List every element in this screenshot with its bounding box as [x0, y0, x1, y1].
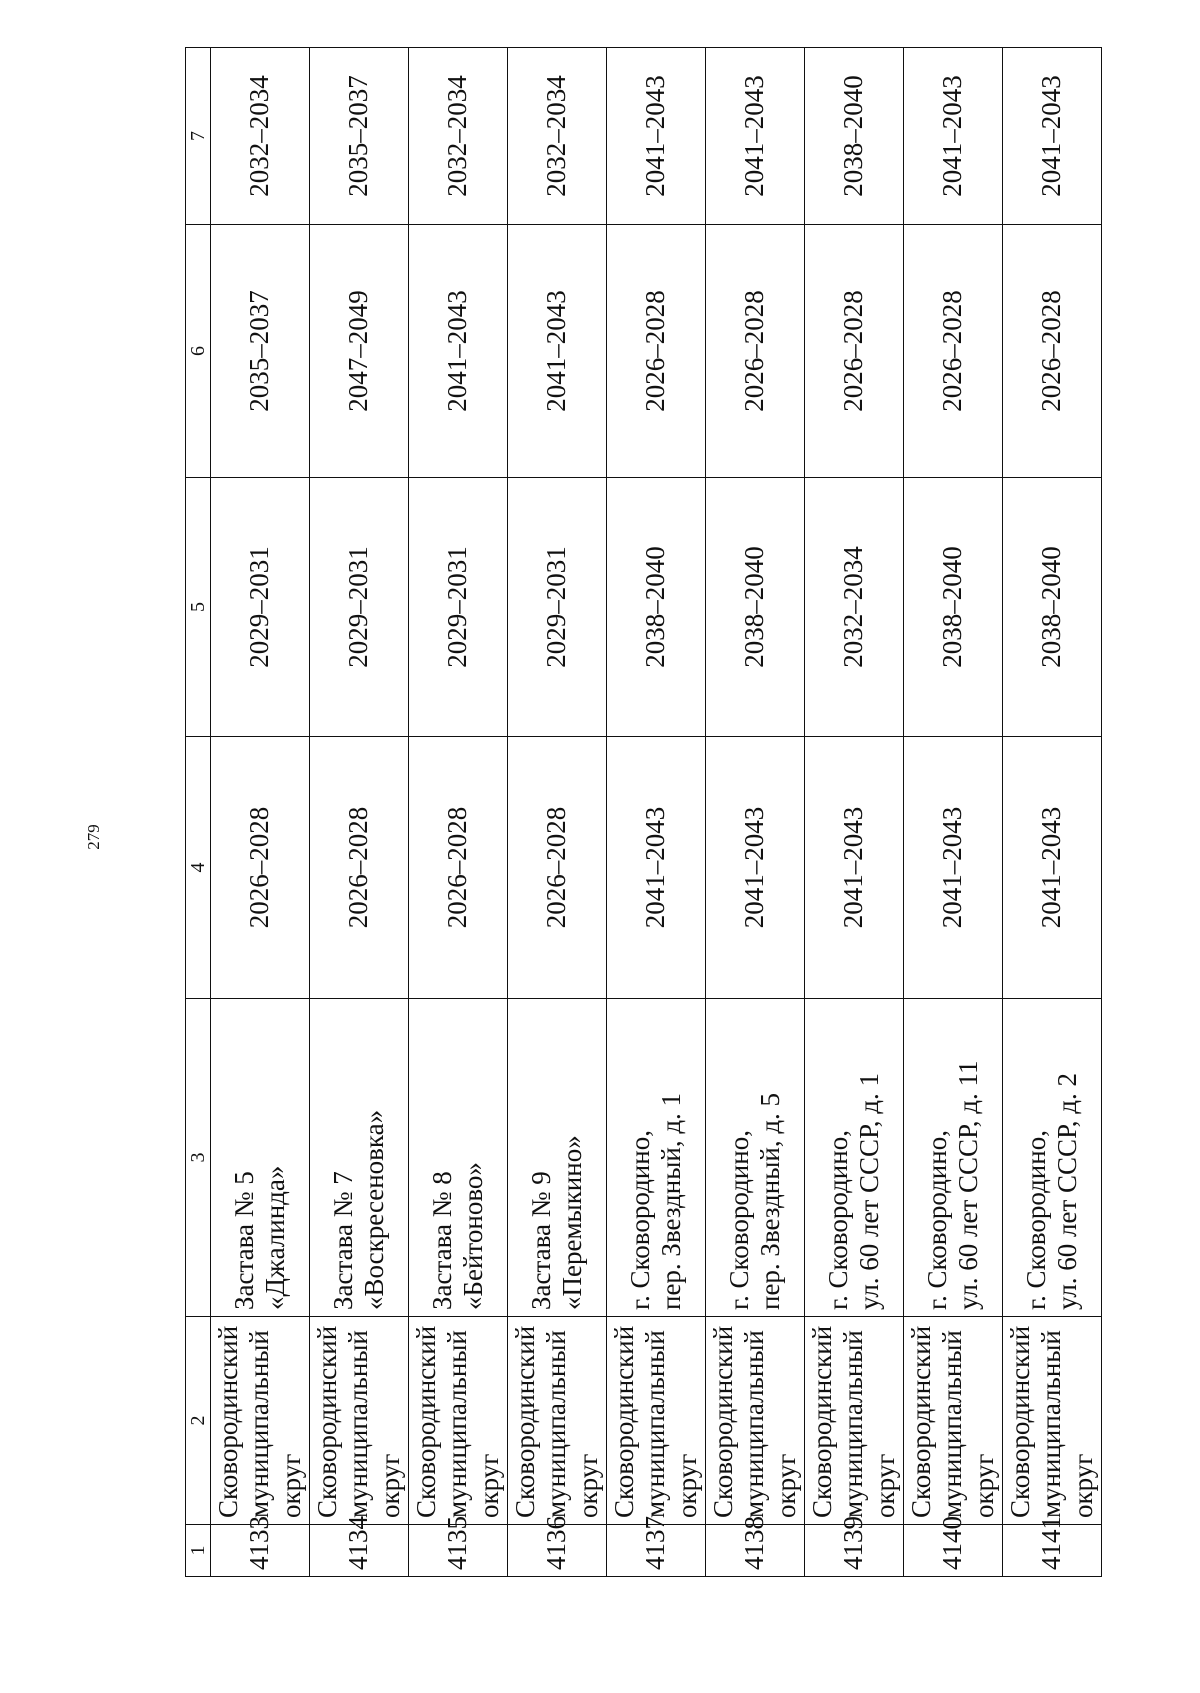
table-row — [706, 48, 805, 1577]
period-cell: 2026–2028 — [805, 225, 904, 478]
period-cell: 2026–2028 — [211, 737, 310, 999]
period-cell: 2029–2031 — [310, 478, 409, 737]
table-row — [211, 48, 310, 1577]
address-cell: Застава № 5 «Джалинда» — [211, 999, 310, 1317]
municipality-cell: Сковородинский муниципальный округ — [607, 1317, 706, 1525]
period-cell: 2029–2031 — [508, 478, 607, 737]
table-row — [409, 48, 508, 1577]
period-cell: 2026–2028 — [310, 737, 409, 999]
period-cell: 2041–2043 — [607, 737, 706, 999]
table-row — [1003, 48, 1102, 1577]
municipality-cell: Сковородинский муниципальный округ — [508, 1317, 607, 1525]
period-cell: 2026–2028 — [607, 225, 706, 478]
register-table — [185, 47, 1102, 1577]
table-row — [607, 48, 706, 1577]
address-cell: Застава № 7 «Воскресеновка» — [310, 999, 409, 1317]
municipality-cell: Сковородинский муниципальный округ — [904, 1317, 1003, 1525]
municipality-cell: Сковородинский муниципальный округ — [706, 1317, 805, 1525]
column-number-row — [186, 48, 211, 1577]
table-row — [904, 48, 1003, 1577]
period-cell: 2047–2049 — [310, 225, 409, 478]
period-cell: 2041–2043 — [706, 737, 805, 999]
row-number: 4134 — [310, 1525, 409, 1577]
period-cell: 2041–2043 — [805, 737, 904, 999]
period-cell: 2041–2043 — [607, 48, 706, 225]
row-number: 4136 — [508, 1525, 607, 1577]
column-header: 7 — [186, 48, 211, 225]
table-row — [508, 48, 607, 1577]
period-cell: 2038–2040 — [904, 478, 1003, 737]
column-header: 4 — [186, 737, 211, 999]
period-cell: 2032–2034 — [211, 48, 310, 225]
period-cell: 2041–2043 — [1003, 48, 1102, 225]
period-cell: 2041–2043 — [904, 737, 1003, 999]
address-cell: г. Сковородино, пер. Звездный, д. 5 — [706, 999, 805, 1317]
table-row — [805, 48, 904, 1577]
row-number: 4137 — [607, 1525, 706, 1577]
municipality-cell: Сковородинский муниципальный округ — [1003, 1317, 1102, 1525]
address-cell: Застава № 8 «Бейтоново» — [409, 999, 508, 1317]
period-cell: 2041–2043 — [1003, 737, 1102, 999]
municipality-cell: Сковородинский муниципальный округ — [211, 1317, 310, 1525]
period-cell: 2026–2028 — [706, 225, 805, 478]
row-number: 4135 — [409, 1525, 508, 1577]
page-number: 279 — [84, 824, 103, 850]
period-cell: 2041–2043 — [409, 225, 508, 478]
address-cell: г. Сковородино, ул. 60 лет СССР, д. 2 — [1003, 999, 1102, 1317]
period-cell: 2041–2043 — [706, 48, 805, 225]
municipality-cell: Сковородинский муниципальный округ — [310, 1317, 409, 1525]
period-cell: 2026–2028 — [409, 737, 508, 999]
period-cell: 2026–2028 — [904, 225, 1003, 478]
period-cell: 2038–2040 — [805, 48, 904, 225]
municipality-cell: Сковородинский муниципальный округ — [805, 1317, 904, 1525]
address-cell: г. Сковородино, ул. 60 лет СССР, д. 11 — [904, 999, 1003, 1317]
period-cell: 2032–2034 — [805, 478, 904, 737]
row-number: 4138 — [706, 1525, 805, 1577]
column-header: 1 — [186, 1525, 211, 1577]
period-cell: 2029–2031 — [211, 478, 310, 737]
period-cell: 2035–2037 — [211, 225, 310, 478]
row-number: 4133 — [211, 1525, 310, 1577]
address-cell: г. Сковородино, пер. Звездный, д. 1 — [607, 999, 706, 1317]
period-cell: 2038–2040 — [607, 478, 706, 737]
period-cell: 2035–2037 — [310, 48, 409, 225]
row-number: 4140 — [904, 1525, 1003, 1577]
table-row — [310, 48, 409, 1577]
period-cell: 2032–2034 — [409, 48, 508, 225]
period-cell: 2041–2043 — [508, 225, 607, 478]
row-number: 4139 — [805, 1525, 904, 1577]
municipality-cell: Сковородинский муниципальный округ — [409, 1317, 508, 1525]
column-header: 3 — [186, 999, 211, 1317]
period-cell: 2026–2028 — [1003, 225, 1102, 478]
row-number: 4141 — [1003, 1525, 1102, 1577]
period-cell: 2032–2034 — [508, 48, 607, 225]
period-cell: 2038–2040 — [706, 478, 805, 737]
period-cell: 2026–2028 — [508, 737, 607, 999]
column-header: 2 — [186, 1317, 211, 1525]
address-cell: г. Сковородино, ул. 60 лет СССР, д. 1 — [805, 999, 904, 1317]
column-header: 6 — [186, 225, 211, 478]
period-cell: 2029–2031 — [409, 478, 508, 737]
period-cell: 2038–2040 — [1003, 478, 1102, 737]
column-header: 5 — [186, 478, 211, 737]
period-cell: 2041–2043 — [904, 48, 1003, 225]
address-cell: Застава № 9 «Перемыкино» — [508, 999, 607, 1317]
